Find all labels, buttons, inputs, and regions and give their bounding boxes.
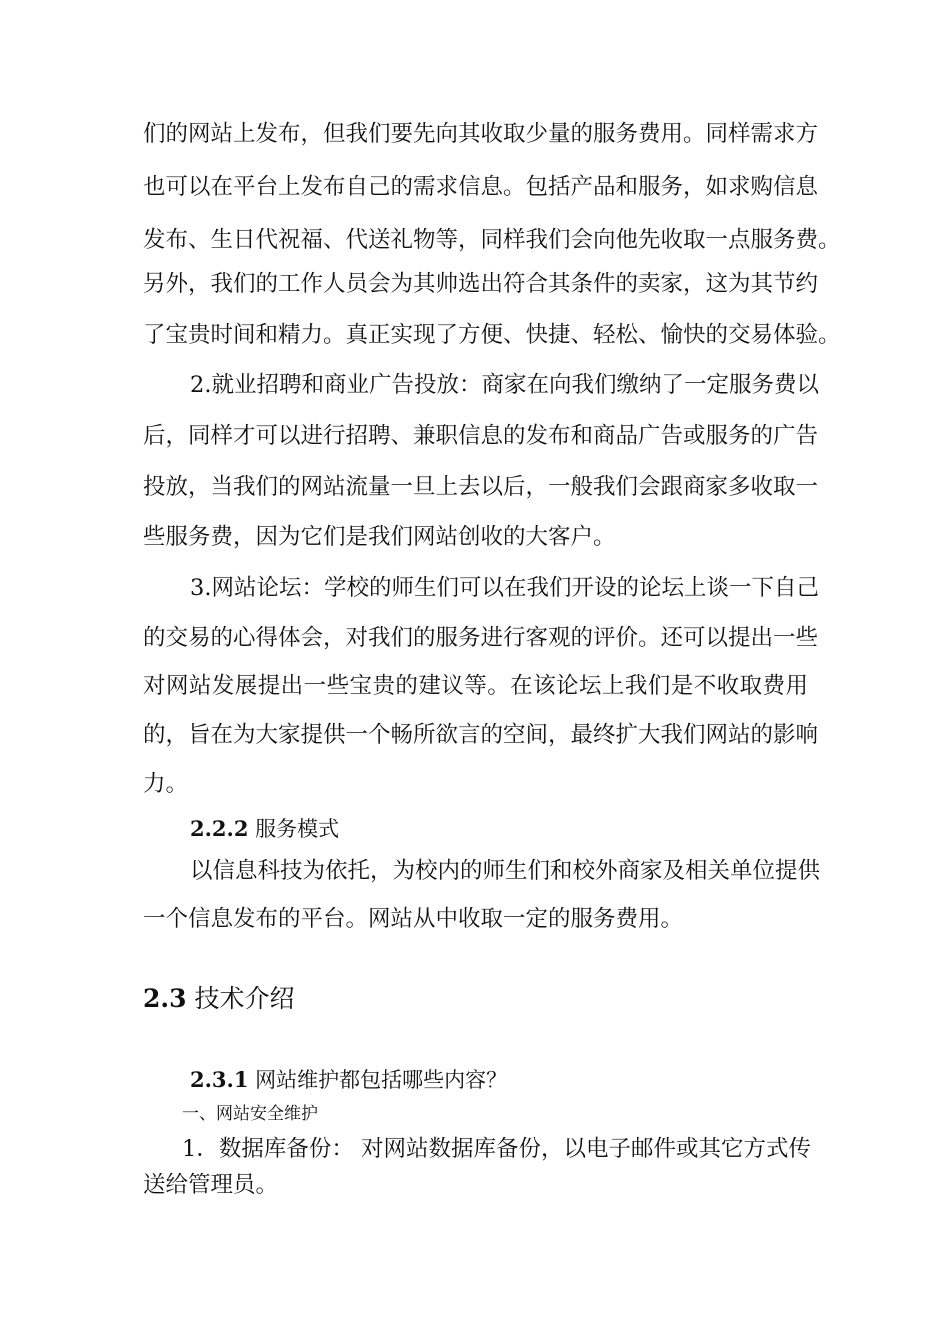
section-heading-2-3 — [143, 982, 294, 1016]
paragraph-line: 送给管理员。 — [143, 1172, 279, 1198]
paragraph-line: 力。 — [143, 771, 189, 797]
paragraph-line: 一个信息发布的平台。网站从中收取一定的服务费用。 — [143, 906, 684, 932]
paragraph-line: 发布、生日代祝福、代送礼物等，同样我们会向他先收取一点服务费。 — [143, 227, 841, 253]
paragraph-line: 2.就业招聘和商业广告投放：商家在向我们缴纳了一定服务费以 — [190, 372, 819, 398]
paragraph-line: 也可以在平台上发布自己的需求信息。包括产品和服务，如求购信息 — [143, 174, 819, 200]
subsection-label: 一、网站安全维护 — [182, 1104, 318, 1124]
paragraph-line: 的，旨在为大家提供一个畅所欲言的空间，最终扩大我们网站的影响 — [143, 722, 819, 748]
paragraph-line: 投放，当我们的网站流量一旦上去以后，一般我们会跟商家多收取一 — [143, 474, 819, 500]
section-title: 服务模式 — [248, 817, 340, 841]
paragraph-line: 另外，我们的工作人员会为其帅选出符合其条件的卖家，这为其节约 — [143, 271, 819, 297]
section-title: 网站维护都包括哪些内容？ — [248, 1068, 508, 1092]
section-number: 2.2.2 — [190, 816, 249, 841]
paragraph-line: 的交易的心得体会，对我们的服务进行客观的评价。还可以提出一些 — [143, 625, 819, 651]
paragraph-line: 对网站发展提出一些宝贵的建议等。在该论坛上我们是不收取费用 — [143, 673, 808, 699]
section-heading-2-3-1 — [190, 1066, 507, 1094]
paragraph-line: 些服务费，因为它们是我们网站创收的大客户。 — [143, 524, 616, 550]
paragraph-line: 3.网站论坛：学校的师生们可以在我们开设的论坛上谈一下自己 — [190, 575, 819, 601]
paragraph-line: 后，同样才可以进行招聘、兼职信息的发布和商品广告或服务的广告 — [143, 423, 819, 449]
paragraph-line: 以信息科技为依托，为校内的师生们和校外商家及相关单位提供 — [190, 858, 821, 884]
paragraph-line: 了宝贵时间和精力。真正实现了方便、快捷、轻松、愉快的交易体验。 — [143, 322, 841, 348]
section-title: 技术介绍 — [186, 984, 295, 1013]
paragraph-line: 们的网站上发布，但我们要先向其收取少量的服务费用。同样需求方 — [143, 121, 819, 147]
paragraph-line: 1．数据库备份： 对网站数据库备份，以电子邮件或其它方式传 — [182, 1136, 811, 1162]
section-number: 2.3 — [143, 984, 187, 1013]
section-heading-2-2-2 — [190, 815, 339, 843]
section-number: 2.3.1 — [190, 1067, 249, 1092]
